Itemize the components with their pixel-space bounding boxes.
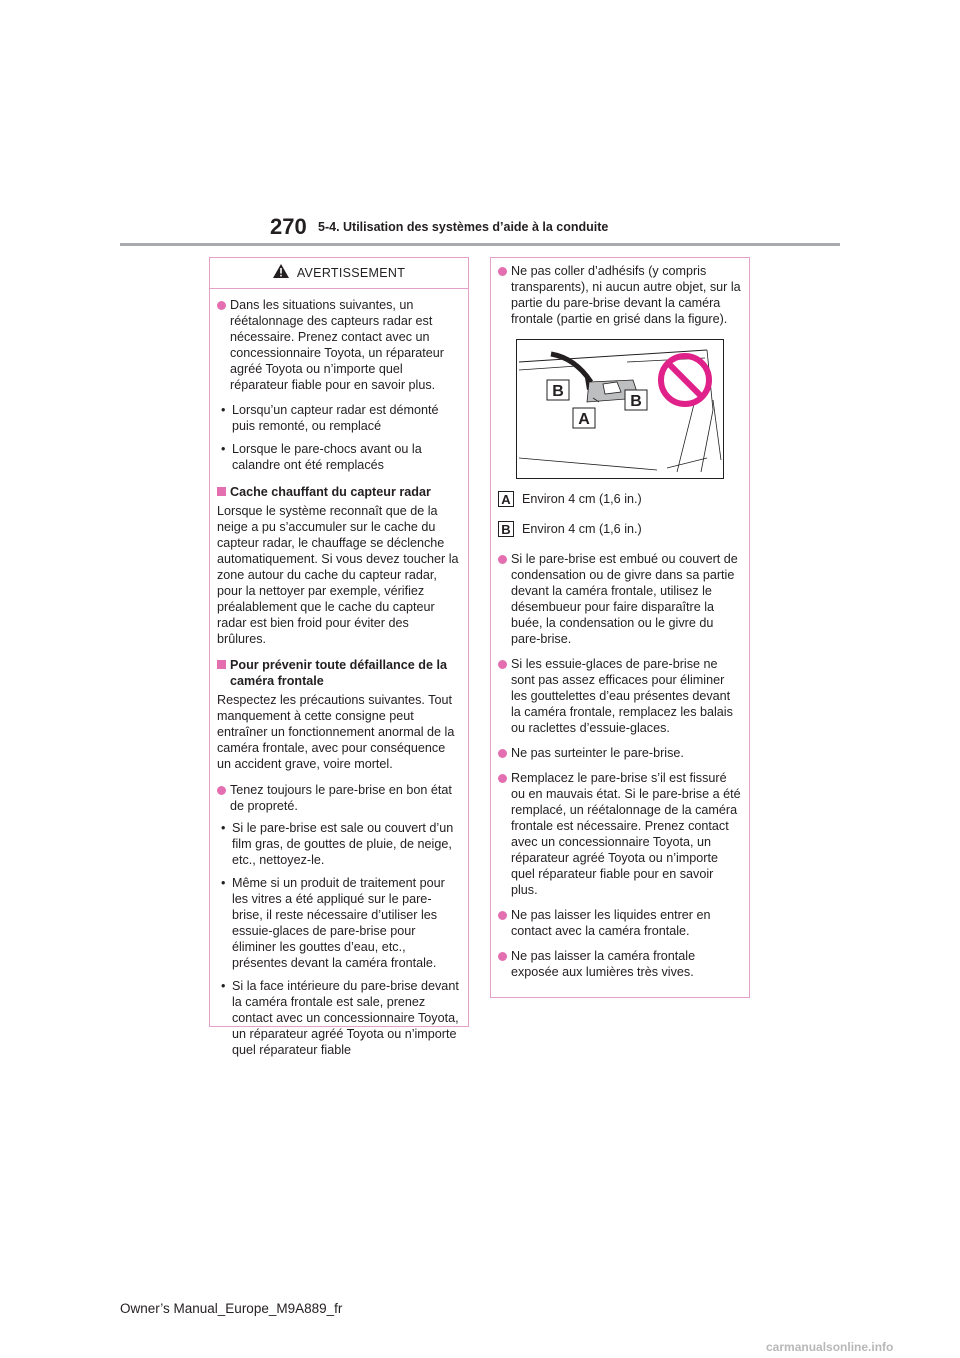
bullet-clean-windshield: Tenez toujours le pare-brise en bon état de propreté. [217, 782, 461, 814]
warning-content [210, 289, 468, 1071]
sub-item: • Même si un produit de traitement pour les vitres a été appliqué sur le pare-brise, il reste nécessaire d’utiliser les essuie-glaces de pare-brise pour éliminer les gouttes d’eau, etc., présentes devant la caméra frontale. [217, 875, 461, 971]
footer-manual-id: Owner’s Manual_Europe_M9A889_fr [120, 1301, 343, 1316]
sub-item: • Si le pare-brise est sale ou couvert d’un film gras, de gouttes de pluie, de neige, etc., nettoyez-le. [217, 820, 461, 868]
legend-a-text: Environ 4 cm (1,6 in.) [522, 492, 642, 506]
header-rule [120, 243, 840, 246]
legend-a-box: A [498, 491, 514, 507]
bullet-defogger: Si le pare-brise est embué ou couvert de condensation ou de givre dans sa partie devant la caméra frontale, utilisez le désembueur pour faire disparaître la buée, la condensation ou le givre du pare-brise. [498, 551, 742, 647]
warning-content [491, 258, 749, 986]
sub-item: • Lorsqu’un capteur radar est démonté puis remonté, ou remplacé [217, 402, 461, 434]
legend-b [498, 521, 742, 537]
bullet-no-tint: Ne pas surteinter le pare-brise. [498, 745, 742, 761]
windshield-camera-figure [516, 339, 724, 479]
legend-b-box: B [498, 521, 514, 537]
bullet-no-liquids: Ne pas laisser les liquides entrer en contact avec la caméra frontale. [498, 907, 742, 939]
section-title: 5-4. Utilisation des systèmes d’aide à la conduite [318, 220, 609, 234]
warning-title: AVERTISSEMENT [296, 266, 406, 280]
heading-camera-failure: Pour prévenir toute défaillance de la caméra frontale [217, 657, 461, 689]
bullet-no-bright-light: Ne pas laisser la caméra frontale exposée aux lumières très vives. [498, 948, 742, 980]
page-number: 270 [270, 214, 307, 239]
bullet-recalibration: Dans les situations suivantes, un réétalonnage des capteurs radar est nécessaire. Prenez contact avec un concessionnaire Toyota, un réparateur agréé Toyota ou n’importe quel réparateur fiable pour en savoir plus. [217, 297, 461, 393]
sub-item: • Si la face intérieure du pare-brise devant la caméra frontale est sale, prenez contact avec un concessionnaire Toyota, un réparateur agréé Toyota ou n’importe quel réparateur fiable [217, 978, 461, 1058]
figure-label-b-left: B [552, 383, 564, 400]
sub-item: • Lorsque le pare-chocs avant ou la calandre ont été remplacés [217, 441, 461, 473]
heading-radar-heater: Cache chauffant du capteur radar [217, 484, 461, 500]
paragraph-camera-failure: Respectez les précautions suivantes. Tout manquement à cette consigne peut entraîner un fonctionnement anormal de la caméra frontale, avec pour conséquence un accident grave, voire mortel. [217, 693, 455, 771]
legend-a [498, 491, 742, 507]
prohibition-icon [661, 356, 709, 404]
warning-header [210, 258, 468, 289]
legend-b-text: Environ 4 cm (1,6 in.) [522, 522, 642, 536]
figure-label-b-right: B [630, 393, 642, 410]
warning-box-left [209, 257, 469, 1057]
bullet-replace-windshield: Remplacez le pare-brise s’il est fissuré ou en mauvais état. Si le pare-brise a été remplacé, un réétalonnage de la caméra frontale est nécessaire. Prenez contact avec un concessionnaire Toyota, un réparateur agréé Toyota ou n’importe quel réparateur fiable pour en savoir plus. [498, 770, 742, 898]
bullet-no-stickers: Ne pas coller d’adhésifs (y compris transparents), ni aucun autre objet, sur la partie du pare-brise devant la caméra frontale (partie en grisé dans la figure). [498, 263, 742, 327]
bullet-wipers: Si les essuie-glaces de pare-brise ne sont pas assez efficaces pour éliminer les gouttelettes d’eau présentes devant la caméra frontale, remplacez les balais ou raclettes d’essuie-glaces. [498, 656, 742, 736]
warning-triangle-icon [273, 264, 289, 282]
figure-label-a: A [578, 411, 590, 428]
paragraph-radar-heater: Lorsque le système reconnaît que de la neige a pu s’accumuler sur le cache du capteur radar, le chauffage se déclenche automatiquement. Si vous devez toucher la zone autour du cache du capteur radar, pour la nettoyer par exemple, vérifiez préalablement que le cache du capteur radar est bien froid pour éviter des brûlures. [217, 504, 459, 646]
watermark: carmanualsonline.info [766, 1340, 894, 1354]
warning-box-right [490, 257, 750, 998]
